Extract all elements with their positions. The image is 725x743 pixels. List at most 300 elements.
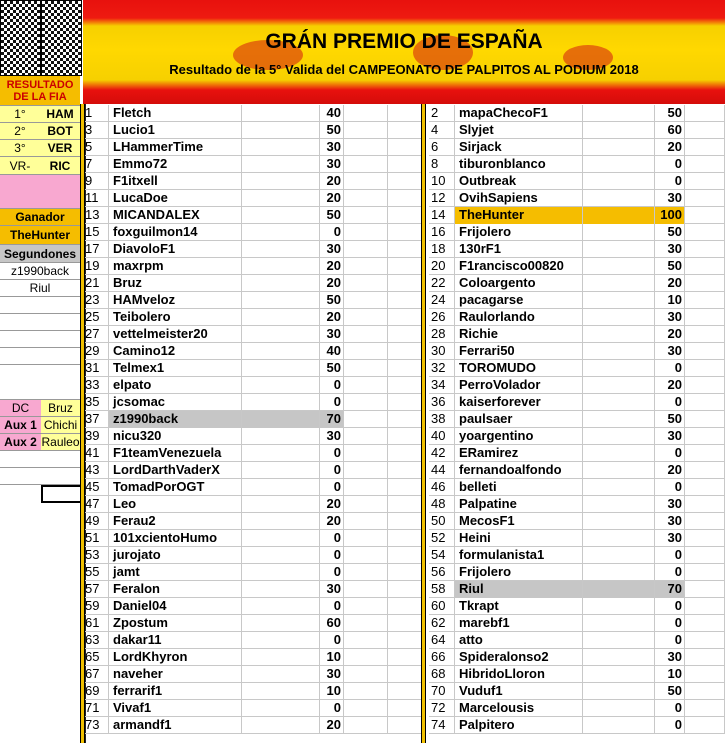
empty-cell[interactable] (388, 547, 425, 564)
empty-cell[interactable] (685, 258, 725, 275)
points-value[interactable]: 20 (320, 309, 344, 326)
empty-cell[interactable] (344, 326, 388, 343)
row-number[interactable]: 43 (83, 462, 109, 479)
table-row[interactable] (83, 530, 425, 547)
empty-cell[interactable] (388, 241, 425, 258)
table-row[interactable] (429, 445, 725, 462)
empty-cell[interactable] (388, 581, 425, 598)
participant-name[interactable]: Ferau2 (109, 513, 242, 530)
participant-name[interactable]: LHammerTime (109, 139, 242, 156)
participant-name[interactable]: Lucio1 (109, 122, 242, 139)
empty-cell[interactable] (388, 445, 425, 462)
participant-name[interactable]: LucaDoe (109, 190, 242, 207)
points-value[interactable]: 0 (320, 462, 344, 479)
participant-name[interactable]: nicu320 (109, 428, 242, 445)
points-value[interactable]: 30 (655, 309, 685, 326)
vr-row[interactable] (0, 157, 80, 175)
empty-cell[interactable] (583, 139, 655, 156)
row-number[interactable]: 1 (83, 105, 109, 122)
table-row[interactable] (83, 632, 425, 649)
table-row[interactable] (429, 207, 725, 224)
points-value[interactable]: 0 (655, 445, 685, 462)
row-number[interactable]: 3 (83, 122, 109, 139)
empty-cell[interactable] (583, 241, 655, 258)
seconds-row-1[interactable] (0, 263, 80, 280)
empty-cell[interactable] (388, 394, 425, 411)
table-row[interactable] (429, 105, 725, 122)
empty-cell[interactable] (242, 700, 320, 717)
participant-name[interactable]: formulanista1 (455, 547, 583, 564)
empty-cell[interactable] (583, 190, 655, 207)
table-row[interactable] (429, 683, 725, 700)
aux2-row[interactable] (0, 434, 80, 451)
table-row[interactable] (429, 139, 725, 156)
empty-cell[interactable] (388, 411, 425, 428)
empty-cell[interactable] (344, 513, 388, 530)
empty-cell[interactable] (388, 700, 425, 717)
participant-name[interactable]: Frijolero (455, 564, 583, 581)
empty-cell[interactable] (242, 360, 320, 377)
row-number[interactable]: 9 (83, 173, 109, 190)
empty-cell[interactable] (388, 207, 425, 224)
empty-cell[interactable] (242, 309, 320, 326)
row-number[interactable]: 37 (83, 411, 109, 428)
table-row[interactable] (83, 241, 425, 258)
points-value[interactable]: 10 (655, 292, 685, 309)
points-value[interactable]: 0 (320, 564, 344, 581)
table-row[interactable] (83, 275, 425, 292)
empty-cell[interactable] (685, 666, 725, 683)
empty-cell[interactable] (344, 666, 388, 683)
points-value[interactable]: 30 (655, 241, 685, 258)
empty-cell[interactable] (388, 360, 425, 377)
empty-cell[interactable] (685, 632, 725, 649)
points-value[interactable]: 20 (320, 496, 344, 513)
table-row[interactable] (83, 598, 425, 615)
row-number[interactable]: 44 (429, 462, 455, 479)
row-number[interactable]: 72 (429, 700, 455, 717)
participant-name[interactable]: pacagarse (455, 292, 583, 309)
row-number[interactable]: 64 (429, 632, 455, 649)
participant-name[interactable]: Daniel04 (109, 598, 242, 615)
winner-name-row[interactable] (0, 226, 80, 245)
table-row[interactable] (429, 156, 725, 173)
row-number[interactable]: 30 (429, 343, 455, 360)
empty-cell[interactable] (685, 156, 725, 173)
blank-row[interactable] (0, 314, 80, 331)
aux1-row[interactable] (0, 417, 80, 434)
points-value[interactable]: 30 (320, 241, 344, 258)
empty-cell[interactable] (388, 258, 425, 275)
table-row[interactable] (429, 190, 725, 207)
points-value[interactable]: 50 (320, 122, 344, 139)
empty-cell[interactable] (242, 479, 320, 496)
row-number[interactable]: 70 (429, 683, 455, 700)
podium-row-2[interactable] (0, 123, 80, 140)
participant-name[interactable]: foxguilmon14 (109, 224, 242, 241)
table-row[interactable] (83, 122, 425, 139)
empty-cell[interactable] (583, 615, 655, 632)
empty-cell[interactable] (242, 394, 320, 411)
participant-name[interactable]: 130rF1 (455, 241, 583, 258)
empty-cell[interactable] (242, 513, 320, 530)
points-value[interactable]: 10 (655, 666, 685, 683)
table-row[interactable] (83, 615, 425, 632)
empty-cell[interactable] (242, 156, 320, 173)
participant-name[interactable]: Riul (455, 581, 583, 598)
table-row[interactable] (429, 530, 725, 547)
empty-cell[interactable] (685, 683, 725, 700)
points-value[interactable]: 0 (655, 394, 685, 411)
points-value[interactable]: 30 (655, 190, 685, 207)
points-value[interactable]: 40 (320, 343, 344, 360)
participant-name[interactable]: OvihSapiens (455, 190, 583, 207)
participant-name[interactable]: Sirjack (455, 139, 583, 156)
points-value[interactable]: 30 (655, 530, 685, 547)
row-number[interactable]: 65 (83, 649, 109, 666)
empty-cell[interactable] (583, 683, 655, 700)
row-number[interactable]: 2 (429, 105, 455, 122)
empty-cell[interactable] (344, 547, 388, 564)
empty-cell[interactable] (583, 122, 655, 139)
table-row[interactable] (83, 581, 425, 598)
table-row[interactable] (429, 122, 725, 139)
empty-cell[interactable] (242, 173, 320, 190)
table-row[interactable] (83, 513, 425, 530)
row-number[interactable]: 24 (429, 292, 455, 309)
participant-name[interactable]: fernandoalfondo (455, 462, 583, 479)
empty-cell[interactable] (685, 207, 725, 224)
points-value[interactable]: 0 (320, 632, 344, 649)
empty-cell[interactable] (583, 377, 655, 394)
row-number[interactable]: 57 (83, 581, 109, 598)
empty-cell[interactable] (242, 530, 320, 547)
dc-row[interactable] (0, 400, 80, 417)
empty-cell[interactable] (344, 479, 388, 496)
row-number[interactable]: 6 (429, 139, 455, 156)
row-number[interactable]: 51 (83, 530, 109, 547)
empty-cell[interactable] (242, 683, 320, 700)
empty-cell[interactable] (344, 632, 388, 649)
empty-cell[interactable] (685, 139, 725, 156)
participant-name[interactable]: maxrpm (109, 258, 242, 275)
empty-cell[interactable] (344, 564, 388, 581)
empty-cell[interactable] (388, 139, 425, 156)
points-value[interactable]: 0 (655, 360, 685, 377)
empty-cell[interactable] (242, 411, 320, 428)
participant-name[interactable]: paulsaer (455, 411, 583, 428)
table-row[interactable] (83, 326, 425, 343)
empty-cell[interactable] (344, 462, 388, 479)
points-value[interactable]: 30 (655, 513, 685, 530)
empty-cell[interactable] (685, 377, 725, 394)
participant-name[interactable]: Slyjet (455, 122, 583, 139)
points-value[interactable]: 20 (655, 139, 685, 156)
row-number[interactable]: 4 (429, 122, 455, 139)
row-number[interactable]: 13 (83, 207, 109, 224)
empty-cell[interactable] (388, 105, 425, 122)
table-row[interactable] (429, 275, 725, 292)
empty-cell[interactable] (583, 292, 655, 309)
empty-cell[interactable] (242, 105, 320, 122)
row-number[interactable]: 67 (83, 666, 109, 683)
table-row[interactable] (83, 156, 425, 173)
empty-cell[interactable] (344, 241, 388, 258)
points-value[interactable]: 10 (320, 683, 344, 700)
empty-cell[interactable] (344, 156, 388, 173)
empty-cell[interactable] (388, 190, 425, 207)
empty-cell[interactable] (344, 683, 388, 700)
table-row[interactable] (429, 615, 725, 632)
points-value[interactable]: 0 (320, 394, 344, 411)
table-row[interactable] (83, 683, 425, 700)
row-number[interactable]: 62 (429, 615, 455, 632)
points-value[interactable]: 30 (320, 156, 344, 173)
row-number[interactable]: 15 (83, 224, 109, 241)
empty-cell[interactable] (388, 564, 425, 581)
empty-cell[interactable] (685, 411, 725, 428)
row-number[interactable]: 41 (83, 445, 109, 462)
participant-name[interactable]: MICANDALEX (109, 207, 242, 224)
empty-cell[interactable] (242, 547, 320, 564)
empty-cell[interactable] (344, 122, 388, 139)
empty-cell[interactable] (388, 598, 425, 615)
participant-name[interactable]: elpato (109, 377, 242, 394)
row-number[interactable]: 36 (429, 394, 455, 411)
row-number[interactable]: 10 (429, 173, 455, 190)
points-value[interactable]: 60 (655, 122, 685, 139)
empty-cell[interactable] (685, 428, 725, 445)
participant-name[interactable]: dakar11 (109, 632, 242, 649)
empty-cell[interactable] (388, 632, 425, 649)
participant-name[interactable]: Tkrapt (455, 598, 583, 615)
table-row[interactable] (429, 513, 725, 530)
points-value[interactable]: 50 (655, 258, 685, 275)
points-value[interactable]: 0 (320, 479, 344, 496)
table-row[interactable] (83, 547, 425, 564)
empty-cell[interactable] (344, 649, 388, 666)
row-number[interactable]: 29 (83, 343, 109, 360)
row-number[interactable]: 28 (429, 326, 455, 343)
empty-cell[interactable] (685, 513, 725, 530)
empty-cell[interactable] (583, 105, 655, 122)
empty-cell[interactable] (388, 309, 425, 326)
participant-name[interactable]: Zpostum (109, 615, 242, 632)
table-row[interactable] (83, 190, 425, 207)
participant-name[interactable]: Bruz (109, 275, 242, 292)
empty-cell[interactable] (685, 649, 725, 666)
empty-cell[interactable] (242, 462, 320, 479)
points-value[interactable]: 0 (655, 615, 685, 632)
empty-cell[interactable] (388, 377, 425, 394)
participant-name[interactable]: vettelmeister20 (109, 326, 242, 343)
table-row[interactable] (83, 649, 425, 666)
participant-name[interactable]: tiburonblanco (455, 156, 583, 173)
empty-cell[interactable] (344, 360, 388, 377)
pink-blank-cell[interactable] (0, 175, 80, 209)
participant-name[interactable]: MecosF1 (455, 513, 583, 530)
table-row[interactable] (429, 411, 725, 428)
empty-cell[interactable] (685, 394, 725, 411)
empty-cell[interactable] (242, 224, 320, 241)
table-row[interactable] (83, 496, 425, 513)
participant-name[interactable]: Emmo72 (109, 156, 242, 173)
empty-cell[interactable] (583, 496, 655, 513)
participant-name[interactable]: PerroVolador (455, 377, 583, 394)
empty-cell[interactable] (685, 224, 725, 241)
empty-cell[interactable] (583, 649, 655, 666)
table-row[interactable] (83, 411, 425, 428)
participant-name[interactable]: Fletch (109, 105, 242, 122)
points-value[interactable]: 70 (320, 411, 344, 428)
participant-name[interactable]: Raulorlando (455, 309, 583, 326)
points-value[interactable]: 30 (655, 649, 685, 666)
empty-cell[interactable] (388, 683, 425, 700)
participant-name[interactable]: LordKhyron (109, 649, 242, 666)
empty-cell[interactable] (583, 513, 655, 530)
row-number[interactable]: 55 (83, 564, 109, 581)
blank-row[interactable] (0, 297, 80, 314)
empty-cell[interactable] (685, 717, 725, 734)
participant-name[interactable]: jurojato (109, 547, 242, 564)
empty-cell[interactable] (583, 275, 655, 292)
seconds-label-row[interactable] (0, 245, 80, 263)
empty-cell[interactable] (344, 581, 388, 598)
row-number[interactable]: 38 (429, 411, 455, 428)
table-row[interactable] (83, 224, 425, 241)
participant-name[interactable]: ERamirez (455, 445, 583, 462)
points-value[interactable]: 0 (320, 598, 344, 615)
points-value[interactable]: 20 (655, 275, 685, 292)
row-number[interactable]: 14 (429, 207, 455, 224)
points-value[interactable]: 50 (320, 360, 344, 377)
empty-cell[interactable] (344, 139, 388, 156)
empty-cell[interactable] (583, 700, 655, 717)
empty-cell[interactable] (583, 394, 655, 411)
participant-name[interactable]: kaiserforever (455, 394, 583, 411)
participant-name[interactable]: marebf1 (455, 615, 583, 632)
points-value[interactable]: 20 (320, 717, 344, 734)
table-row[interactable] (83, 292, 425, 309)
blank-row[interactable] (0, 451, 80, 468)
empty-cell[interactable] (242, 632, 320, 649)
participant-name[interactable]: TomadPorOGT (109, 479, 242, 496)
participant-name[interactable]: ferrarif1 (109, 683, 242, 700)
points-value[interactable]: 50 (320, 292, 344, 309)
empty-cell[interactable] (685, 581, 725, 598)
participant-name[interactable]: Coloargento (455, 275, 583, 292)
participant-name[interactable]: Palpatine (455, 496, 583, 513)
blank-row[interactable] (0, 348, 80, 365)
row-number[interactable]: 58 (429, 581, 455, 598)
empty-cell[interactable] (583, 564, 655, 581)
empty-cell[interactable] (344, 105, 388, 122)
empty-cell[interactable] (388, 224, 425, 241)
row-number[interactable]: 17 (83, 241, 109, 258)
table-row[interactable] (83, 479, 425, 496)
participant-name[interactable]: Richie (455, 326, 583, 343)
row-number[interactable]: 23 (83, 292, 109, 309)
row-number[interactable]: 26 (429, 309, 455, 326)
row-number[interactable]: 54 (429, 547, 455, 564)
points-value[interactable]: 0 (655, 156, 685, 173)
points-value[interactable]: 70 (655, 581, 685, 598)
empty-cell[interactable] (388, 649, 425, 666)
empty-cell[interactable] (344, 275, 388, 292)
participant-name[interactable]: Vuduf1 (455, 683, 583, 700)
participant-name[interactable]: Outbreak (455, 173, 583, 190)
points-value[interactable]: 20 (320, 275, 344, 292)
participant-name[interactable]: F1rancisco00820 (455, 258, 583, 275)
empty-cell[interactable] (344, 207, 388, 224)
empty-cell[interactable] (344, 530, 388, 547)
row-number[interactable]: 18 (429, 241, 455, 258)
table-row[interactable] (83, 258, 425, 275)
points-value[interactable]: 30 (655, 428, 685, 445)
row-number[interactable]: 56 (429, 564, 455, 581)
empty-cell[interactable] (242, 377, 320, 394)
empty-cell[interactable] (685, 360, 725, 377)
row-number[interactable]: 50 (429, 513, 455, 530)
empty-cell[interactable] (583, 173, 655, 190)
row-number[interactable]: 71 (83, 700, 109, 717)
empty-cell[interactable] (344, 445, 388, 462)
empty-cell[interactable] (685, 309, 725, 326)
empty-cell[interactable] (388, 615, 425, 632)
table-row[interactable] (429, 547, 725, 564)
empty-cell[interactable] (388, 156, 425, 173)
points-value[interactable]: 20 (320, 258, 344, 275)
empty-cell[interactable] (242, 258, 320, 275)
row-number[interactable]: 69 (83, 683, 109, 700)
empty-cell[interactable] (388, 666, 425, 683)
empty-cell[interactable] (344, 309, 388, 326)
row-number[interactable]: 66 (429, 649, 455, 666)
empty-cell[interactable] (583, 156, 655, 173)
participant-name[interactable]: armandf1 (109, 717, 242, 734)
table-row[interactable] (83, 564, 425, 581)
points-value[interactable]: 20 (320, 513, 344, 530)
participant-name[interactable]: Teibolero (109, 309, 242, 326)
participant-name[interactable]: Feralon (109, 581, 242, 598)
participant-name[interactable]: Ferrari50 (455, 343, 583, 360)
row-number[interactable]: 7 (83, 156, 109, 173)
table-row[interactable] (429, 292, 725, 309)
empty-cell[interactable] (344, 717, 388, 734)
row-number[interactable]: 46 (429, 479, 455, 496)
empty-cell[interactable] (583, 581, 655, 598)
points-value[interactable]: 50 (655, 105, 685, 122)
participant-name[interactable]: TheHunter (455, 207, 583, 224)
empty-cell[interactable] (388, 479, 425, 496)
points-value[interactable]: 0 (655, 632, 685, 649)
empty-cell[interactable] (583, 717, 655, 734)
empty-cell[interactable] (344, 292, 388, 309)
row-number[interactable]: 74 (429, 717, 455, 734)
empty-cell[interactable] (344, 428, 388, 445)
table-row[interactable] (429, 309, 725, 326)
blank-row[interactable] (0, 365, 80, 400)
empty-cell[interactable] (685, 122, 725, 139)
row-number[interactable]: 25 (83, 309, 109, 326)
points-value[interactable]: 30 (320, 428, 344, 445)
participant-name[interactable]: belleti (455, 479, 583, 496)
row-number[interactable]: 35 (83, 394, 109, 411)
empty-cell[interactable] (242, 139, 320, 156)
table-row[interactable] (429, 700, 725, 717)
empty-cell[interactable] (685, 241, 725, 258)
empty-cell[interactable] (685, 547, 725, 564)
